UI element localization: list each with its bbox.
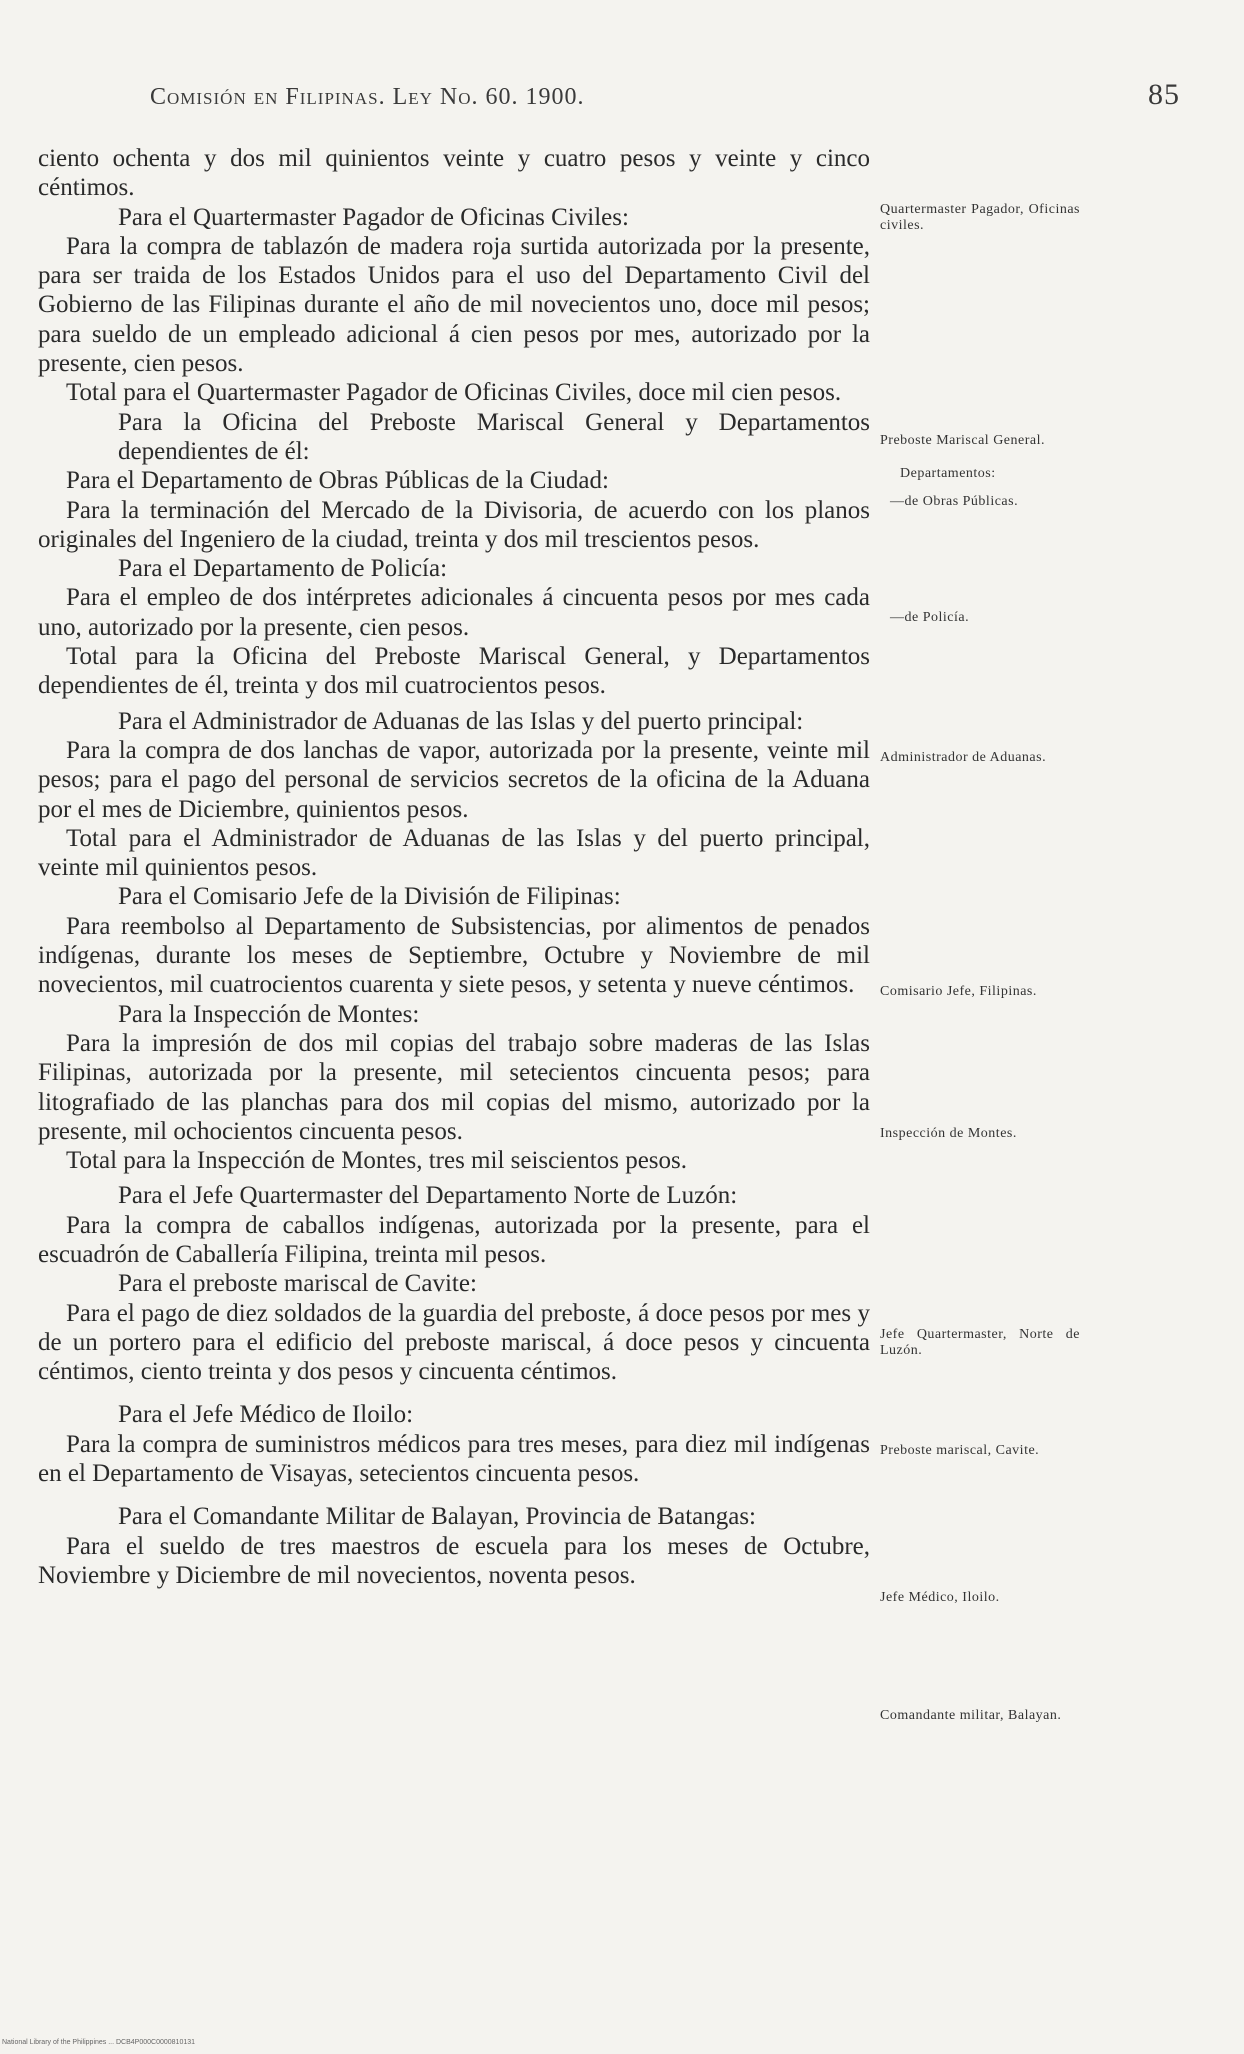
margin-note: Preboste Mariscal General. <box>880 433 1045 448</box>
page-number: 85 <box>1148 78 1180 111</box>
total-paragraph: Total para el Administrador de Aduanas de las Islas y del puerto principal, veinte mil quinientos pesos. <box>38 824 870 882</box>
section-heading: Para el Comisario Jefe de la División de Filipinas: <box>118 883 621 911</box>
margin-note: —de Policía. <box>890 610 970 625</box>
subsection-heading: Para el Departamento de Obras Públicas de la Ciudad: <box>66 467 609 495</box>
margin-note: —de Obras Públicas. <box>890 494 1019 509</box>
margin-note: Jefe Quartermaster, Norte de Luzón. <box>880 1327 1080 1358</box>
margin-note: Administrador de Aduanas. <box>880 750 1047 765</box>
page-header <box>150 78 1180 118</box>
running-title: Comisión en Filipinas. Ley No. 60. 1900. <box>150 84 585 110</box>
margin-note: Preboste mariscal, Cavite. <box>880 1443 1040 1458</box>
section-heading: Para la Oficina del Preboste Mariscal General y Departamentos dependientes de él: <box>118 408 870 465</box>
total-paragraph: Total para la Oficina del Preboste Mariscal General, y Departamentos dependientes de él, treinta y dos mil cuatrocientos pesos. <box>38 643 870 700</box>
paragraph: Para la compra de tablazón de madera roja surtida autorizada por la presente, para ser traida de los Estados Unidos para el uso del Departamento Civil del Gobierno de las Filipinas durante el año de mil novecientos uno, doce mil pesos; para sueldo de un empleado adicional á cien pesos por mes, autorizado por la presente, cien pesos. <box>38 232 870 378</box>
paragraph: Para la terminación del Mercado de la Divisoria, de acuerdo con los planos originales del Ingeniero de la ciudad, treinta y dos mil trescientos pesos. <box>38 496 870 553</box>
paragraph: Para la impresión de dos mil copias del trabajo sobre maderas de las Islas Filipinas, autorizada por la presente, mil setecientos cincuenta pesos; para litografiado de las planchas para dos mil copias del mismo, autorizado por la presente, mil ochocientos cincuenta pesos. <box>38 1029 870 1145</box>
paragraph: ciento ochenta y dos mil quinientos veinte y cuatro pesos y veinte y cinco céntimos. <box>38 145 870 202</box>
section-heading: Para el Jefe Quartermaster del Departamento Norte de Luzón: <box>118 1182 738 1210</box>
margin-note: Comandante militar, Balayan. <box>880 1708 1062 1723</box>
subsection-heading: Para el Departamento de Policía: <box>118 555 448 583</box>
section-heading: Para el Quartermaster Pagador de Oficinas Civiles: <box>118 203 629 231</box>
margin-note: Inspección de Montes. <box>880 1126 1017 1141</box>
section-heading: Para el Comandante Militar de Balayan, Provincia de Batangas: <box>118 1503 757 1531</box>
paragraph: Para la compra de caballos indígenas, autorizada por la presente, para el escuadrón de Caballería Filipina, treinta mil pesos. <box>38 1211 870 1268</box>
section-heading: Para el preboste mariscal de Cavite: <box>118 1270 477 1298</box>
section-heading: Para la Inspección de Montes: <box>118 1000 420 1028</box>
paragraph: Para la compra de suministros médicos para tres meses, para diez mil indígenas en el Departamento de Visayas, setecientos cincuenta pesos. <box>38 1430 870 1488</box>
section-heading: Para el Administrador de Aduanas de las Islas y del puerto principal: <box>118 707 804 735</box>
section-heading: Para el Jefe Médico de Iloilo: <box>118 1401 414 1429</box>
main-text <box>38 144 870 1590</box>
total-paragraph: Total para la Inspección de Montes, tres mil seiscientos pesos. <box>66 1147 688 1175</box>
paragraph: Para la compra de dos lanchas de vapor, autorizada por la presente, veinte mil pesos; para el pago del personal de servicios secretos de la oficina de la Aduana por el mes de Diciembre, quinientos pesos. <box>38 736 870 823</box>
margin-note: Jefe Médico, Iloilo. <box>880 1590 1000 1605</box>
margin-note: Comisario Jefe, Filipinas. <box>880 984 1037 999</box>
footer-credit: National Library of the Philippines ... DCB4P000C0000810131 <box>2 2039 196 2046</box>
margin-note: Departamentos: <box>900 466 996 481</box>
paragraph: Para reembolso al Departamento de Subsistencias, por alimentos de penados indígenas, durante los meses de Septiembre, Octubre y Noviembre de mil novecientos, mil cuatrocientos cuarenta y siete pesos, y setenta y nueve céntimos. <box>38 912 870 999</box>
paragraph: Para el sueldo de tres maestros de escuela para los meses de Octubre, Noviembre y Diciembre de mil novecientos, noventa pesos. <box>38 1532 870 1589</box>
paragraph: Para el empleo de dos intérpretes adicionales á cincuenta pesos por mes cada uno, autorizado por la presente, cien pesos. <box>38 584 870 641</box>
paragraph: Para el pago de diez soldados de la guardia del preboste, á doce pesos por mes y de un portero para el edificio del preboste mariscal, á doce pesos y cincuenta céntimos, ciento treinta y dos pesos y cincuenta céntimos. <box>38 1299 870 1386</box>
margin-note: Quartermaster Pagador, Oficinas civiles. <box>880 202 1080 233</box>
total-paragraph: Total para el Quartermaster Pagador de Oficinas Civiles, doce mil cien pesos. <box>66 379 842 407</box>
